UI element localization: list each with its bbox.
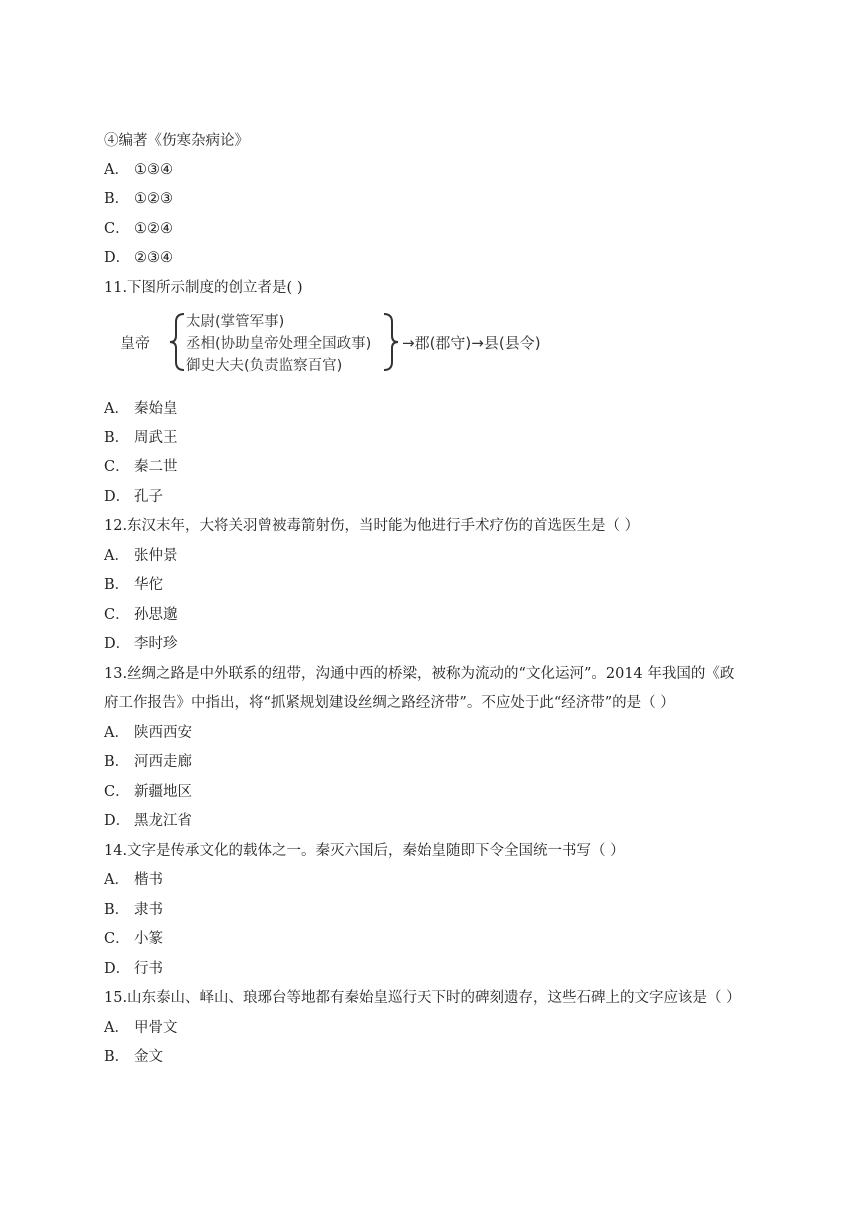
- q10-option-d: [104, 248, 173, 268]
- option-letter: B．: [104, 902, 130, 918]
- q14-option-a: [104, 870, 163, 890]
- option-text: ①②③: [134, 191, 173, 207]
- q14-stem: 14.文字是传承文化的载体之一。秦灭六国后，秦始皇随即下令全国统一书写（ ）: [104, 843, 625, 859]
- option-text: 黑龙江省: [134, 813, 192, 829]
- q13-stem-line-2: 府工作报告》中指出，将“抓紧规划建设丝绸之路经济带”。不应处于此“经济带”的是（ ）: [104, 695, 675, 711]
- q14-option-c: [104, 929, 163, 949]
- option-letter: A．: [104, 725, 129, 741]
- q15-stem: 15.山东泰山、峄山、琅琊台等地都有秦始皇巡行天下时的碑刻遗存，这些石碑上的文字应该是（ ）: [104, 990, 741, 1006]
- commandery-county-chain: →郡(郡守)→县(县令): [402, 334, 541, 352]
- q12-stem: 12.东汉末年，大将关羽曾被毒箭射伤，当时能为他进行手术疗伤的首选医生是（ ）: [104, 518, 640, 534]
- option-letter: C．: [104, 607, 130, 623]
- option-text: 孙思邈: [134, 607, 178, 623]
- q12-option-c: [104, 605, 178, 625]
- q11-option-a: [104, 399, 178, 419]
- option-letter: C．: [104, 784, 130, 800]
- option-letter: B．: [104, 577, 130, 593]
- option-letter: B．: [104, 191, 130, 207]
- q13-option-d: [104, 811, 192, 831]
- option-text: 孔子: [134, 489, 163, 505]
- option-text: 张仲景: [134, 548, 178, 564]
- option-text: 金文: [134, 1049, 163, 1065]
- option-text: 李时珍: [134, 636, 178, 652]
- option-text: 秦二世: [134, 459, 178, 475]
- option-text: 行书: [134, 961, 163, 977]
- option-text: 河西走廊: [134, 754, 192, 770]
- q12-option-b: [104, 575, 163, 595]
- q11-option-c: [104, 457, 178, 477]
- q11-system-diagram: [118, 310, 578, 374]
- q11-stem: 11.下图所示制度的创立者是( ): [104, 280, 303, 296]
- q11-option-d: [104, 487, 163, 507]
- q15-option-b: [104, 1047, 163, 1067]
- option-text: 楷书: [134, 872, 163, 888]
- emperor-label: 皇帝: [120, 334, 151, 352]
- option-letter: A．: [104, 162, 129, 178]
- option-text: 新疆地区: [134, 784, 192, 800]
- option-letter: C．: [104, 221, 130, 237]
- option-letter: B．: [104, 1049, 130, 1065]
- option-text: 隶书: [134, 902, 163, 918]
- option-letter: B．: [104, 430, 130, 446]
- option-letter: D．: [104, 636, 131, 652]
- q10-option-a: [104, 160, 173, 180]
- q13-option-b: [104, 752, 192, 772]
- official-chengxiang: 丞相(协助皇帝处理全国政事): [186, 336, 372, 352]
- option-text: 周武王: [134, 430, 178, 446]
- option-letter: C．: [104, 459, 130, 475]
- q12-option-a: [104, 546, 178, 566]
- option-text: 秦始皇: [134, 401, 178, 417]
- q14-option-d: [104, 959, 163, 979]
- option-text: ②③④: [134, 250, 173, 266]
- official-taiwei: 太尉(掌管军事): [186, 314, 285, 330]
- q15-option-a: [104, 1018, 178, 1038]
- option-text: 小篆: [134, 931, 163, 947]
- q13-option-c: [104, 782, 192, 802]
- option-letter: A．: [104, 1020, 129, 1036]
- option-letter: A．: [104, 401, 129, 417]
- option-letter: D．: [104, 250, 131, 266]
- option-letter: A．: [104, 872, 129, 888]
- option-text: ①③④: [134, 162, 173, 178]
- option-text: 陕西西安: [134, 725, 192, 741]
- q12-option-d: [104, 634, 178, 654]
- q10-option-b: [104, 189, 173, 209]
- q10-option-c: [104, 219, 173, 239]
- option-letter: D．: [104, 489, 131, 505]
- official-yushidafu: 御史大夫(负责监察百官): [186, 358, 343, 374]
- option-letter: D．: [104, 961, 131, 977]
- q13-stem-line-1: 13.丝绸之路是中外联系的纽带，沟通中西的桥梁，被称为流动的“文化运河”。2014 年我国的《政: [104, 666, 735, 682]
- option-text: 甲骨文: [134, 1020, 178, 1036]
- option-letter: C．: [104, 931, 130, 947]
- q14-option-b: [104, 900, 163, 920]
- q10-item-4: ④编著《伤寒杂病论》: [104, 133, 249, 149]
- option-letter: D．: [104, 813, 131, 829]
- option-text: 华佗: [134, 577, 163, 593]
- option-letter: B．: [104, 754, 130, 770]
- q11-option-b: [104, 428, 178, 448]
- left-brace: [170, 314, 184, 370]
- q13-option-a: [104, 723, 192, 743]
- right-brace: [384, 314, 398, 370]
- option-text: ①②④: [134, 221, 173, 237]
- option-letter: A．: [104, 548, 129, 564]
